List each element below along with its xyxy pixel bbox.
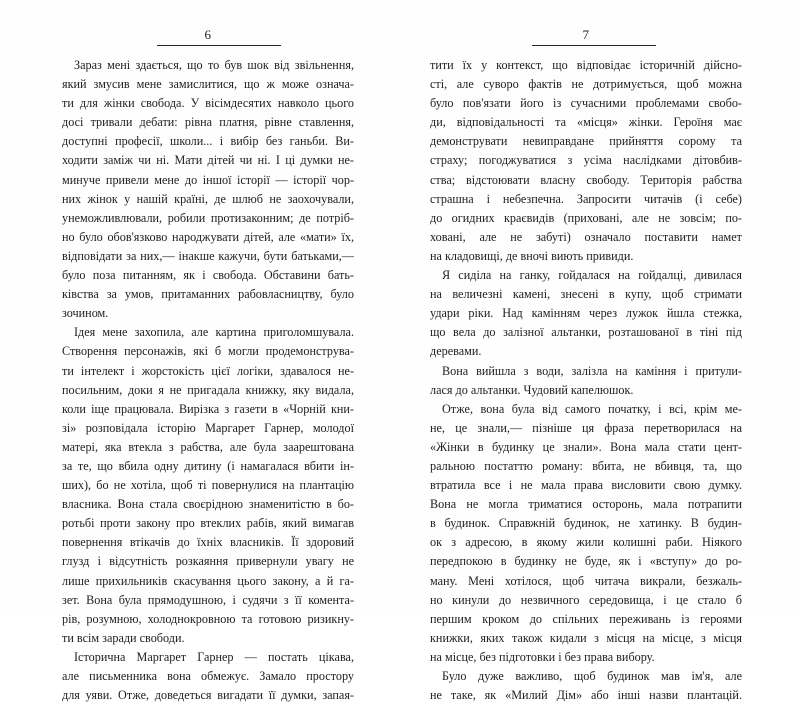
text-line: ману. Мені хотілося, щоб читача викрали, безжаль- xyxy=(430,573,742,588)
text-line: було пов'язати його із сучасними проблемами свобо- xyxy=(430,96,742,111)
text-line: до огидних краєвидів (приховані, але не зовсім; по- xyxy=(430,210,742,225)
text-line: посильним, доки я не пригадала книжку, яку видала, xyxy=(62,382,354,397)
text-line: втратила все і не мала права висловити свою думку. xyxy=(430,478,742,493)
text-line: рів, розумною, холоднокровною та готовою ризикну- xyxy=(62,611,354,626)
page-body-text xyxy=(62,56,354,705)
text-line: Створення персонажів, які б могли продемонструва- xyxy=(62,344,354,359)
text-line: сті, але суворо фактів не дотримується, щоб можна xyxy=(430,77,742,92)
text-line: ротьбі проти закону про втеклих рабів, який вимагав xyxy=(62,516,354,531)
header-rule xyxy=(532,45,656,46)
text-line: ди, відповідальності та «місця» жінки. Героїня має xyxy=(430,115,742,130)
text-line: ховані, але не забуті) означало поставити намет xyxy=(430,229,742,244)
text-line: для уяви. Отже, доведеться вигадати її думки, запая- xyxy=(62,688,354,703)
text-line: Зараз мені здається, що то був шок від звільнення, xyxy=(74,58,354,72)
text-line: минуче привели мене до іншої історії — історії чор- xyxy=(62,172,354,187)
text-line: Отже, вона була від самого початку, і всі, крім ме- xyxy=(442,401,742,416)
text-line: «Жінки в будинку це знали». Вона мала стати цент- xyxy=(430,439,742,454)
text-line: власника. Вона стала своєрідною знаменитістю в бо- xyxy=(62,497,354,512)
text-line: не таке, як «Милий Дім» або інші назви плантацій. xyxy=(430,688,742,703)
text-line: ства; відстоювати власну свободу. Територія рабства xyxy=(430,172,742,187)
text-line: страху; погоджуватися з усіма наслідками дітовбив- xyxy=(430,153,742,168)
page-body-text xyxy=(430,56,742,705)
text-line: ральною постаттю роману: вбита, не вбивця, та, що xyxy=(430,458,742,473)
text-line: Ідея мене захопила, але картина приголомшувала. xyxy=(74,325,354,340)
text-line: ходити заміж чи ні. Мати дітей чи ні. І ці думки не- xyxy=(62,153,354,168)
text-line: але письменника вона обмежує. Замало простору xyxy=(62,669,354,683)
text-line: ших), бо не хотіла, щоб ті повернулися на плантацію xyxy=(62,478,354,493)
text-line: книжки, яких також кидали з місця на місце, з місця xyxy=(430,630,742,645)
text-line: досі тривали дебати: рівна платня, рівне ставлення, xyxy=(62,115,354,130)
text-line: на кладовищі, де вночі виють привиди. xyxy=(430,248,634,263)
text-line: на величезні камені, знесені в купу, щоб стримати xyxy=(430,287,742,302)
text-line: ківства за умов, притаманних рабовласництву, було xyxy=(62,287,354,302)
text-line: коли іще працювала. Вирізка з газети в «Чорній кни- xyxy=(62,401,354,416)
text-line: глузд і відсутність розкаяння привернули увагу не xyxy=(62,554,354,569)
page-number: 7 xyxy=(582,27,590,42)
text-line: страшна і небезпечна. Запросити читачів (і себе) xyxy=(430,191,742,206)
text-line: удари ріки. Над камінням через лужок йшла стежка, xyxy=(430,306,742,321)
text-line: відповідати за них,— інакше кажучи, бути батьками,— xyxy=(62,248,354,263)
left-page xyxy=(62,0,354,703)
text-line: доступні професії, школи... і вибір без ганьби. Ви- xyxy=(62,134,354,149)
text-line: за те, що вбила одну дитину (і намагалася вбити ін- xyxy=(62,458,354,473)
text-line: лише прихильників скасування цього закону, а й га- xyxy=(62,573,354,588)
text-line: деревами. xyxy=(430,344,482,359)
text-line: зет. Вона була прямодушною, і судячи з її комента- xyxy=(62,592,354,607)
right-page xyxy=(430,0,742,703)
text-line: ок з адресою, в якому жили колишні раби. Ніякого xyxy=(430,535,742,550)
text-line: в будинок. Справжній будинок, не хатинку. В будин- xyxy=(430,516,742,531)
text-line: не, це знали,— пізніше ця фраза перетворилася на xyxy=(430,420,742,435)
text-line: Вона вийшла з води, залізла на каміння і притули- xyxy=(442,363,742,378)
text-line: тити їх у контекст, що відповідає історичній дійсно- xyxy=(430,58,742,72)
text-line: демонструвати невиправдане прийняття сорому та xyxy=(430,134,742,149)
text-line: ти інтелект і жорстокість цієї логіки, здавалося не- xyxy=(62,363,354,378)
text-line: Я сиділа на ганку, гойдалася на гойдалці, дивилася xyxy=(442,268,742,283)
text-line: передпокою в будинку не буде, як і «вступу» до ро- xyxy=(430,554,742,569)
text-line: унеможливлювали, робили протизаконним; де потріб- xyxy=(62,210,354,225)
text-line: зі» розповідала історію Маргарет Гарнер, молодої xyxy=(62,420,354,435)
text-line: що вела до залізної альтанки, розташованої в тіні під xyxy=(430,325,742,340)
text-line: який змусив мене замислитися, що ж може означа- xyxy=(62,77,354,92)
text-line: Вона не могла триматися осторонь, мала потрапити xyxy=(430,497,742,512)
text-line: зочином. xyxy=(62,306,109,321)
text-line: лася до альтанки. Чудовий капелюшок. xyxy=(430,382,634,397)
text-line: було поза питанням, як і свобода. Обставини бать- xyxy=(62,268,354,283)
header-rule xyxy=(157,45,281,46)
text-line: Було дуже важливо, щоб будинок мав ім'я, але xyxy=(442,669,742,683)
text-line: ти для жінки свобода. У вісімдесятих навколо цього xyxy=(62,96,354,111)
text-line: матері, яка втекла з рабства, але була заарештована xyxy=(62,439,354,454)
text-line: Історична Маргарет Гарнер — постать цікава, xyxy=(74,649,354,664)
text-line: ти всім заради свободи. xyxy=(62,630,185,645)
page-number: 6 xyxy=(204,27,212,42)
text-line: першим кроком до спільних переживань із героями xyxy=(430,611,742,626)
text-line: них жінок у нашій країні, де шлюб не заохочували, xyxy=(62,191,354,206)
text-line: на місце, без підготовки і без права вибору. xyxy=(430,649,655,664)
text-line: но кинули до незвичного середовища, і це стало б xyxy=(430,592,742,607)
text-line: повернення втікачів до їхніх власників. Її здоровий xyxy=(62,535,354,550)
text-line: но було обов'язково народжувати дітей, але «мати» їх, xyxy=(62,229,354,244)
